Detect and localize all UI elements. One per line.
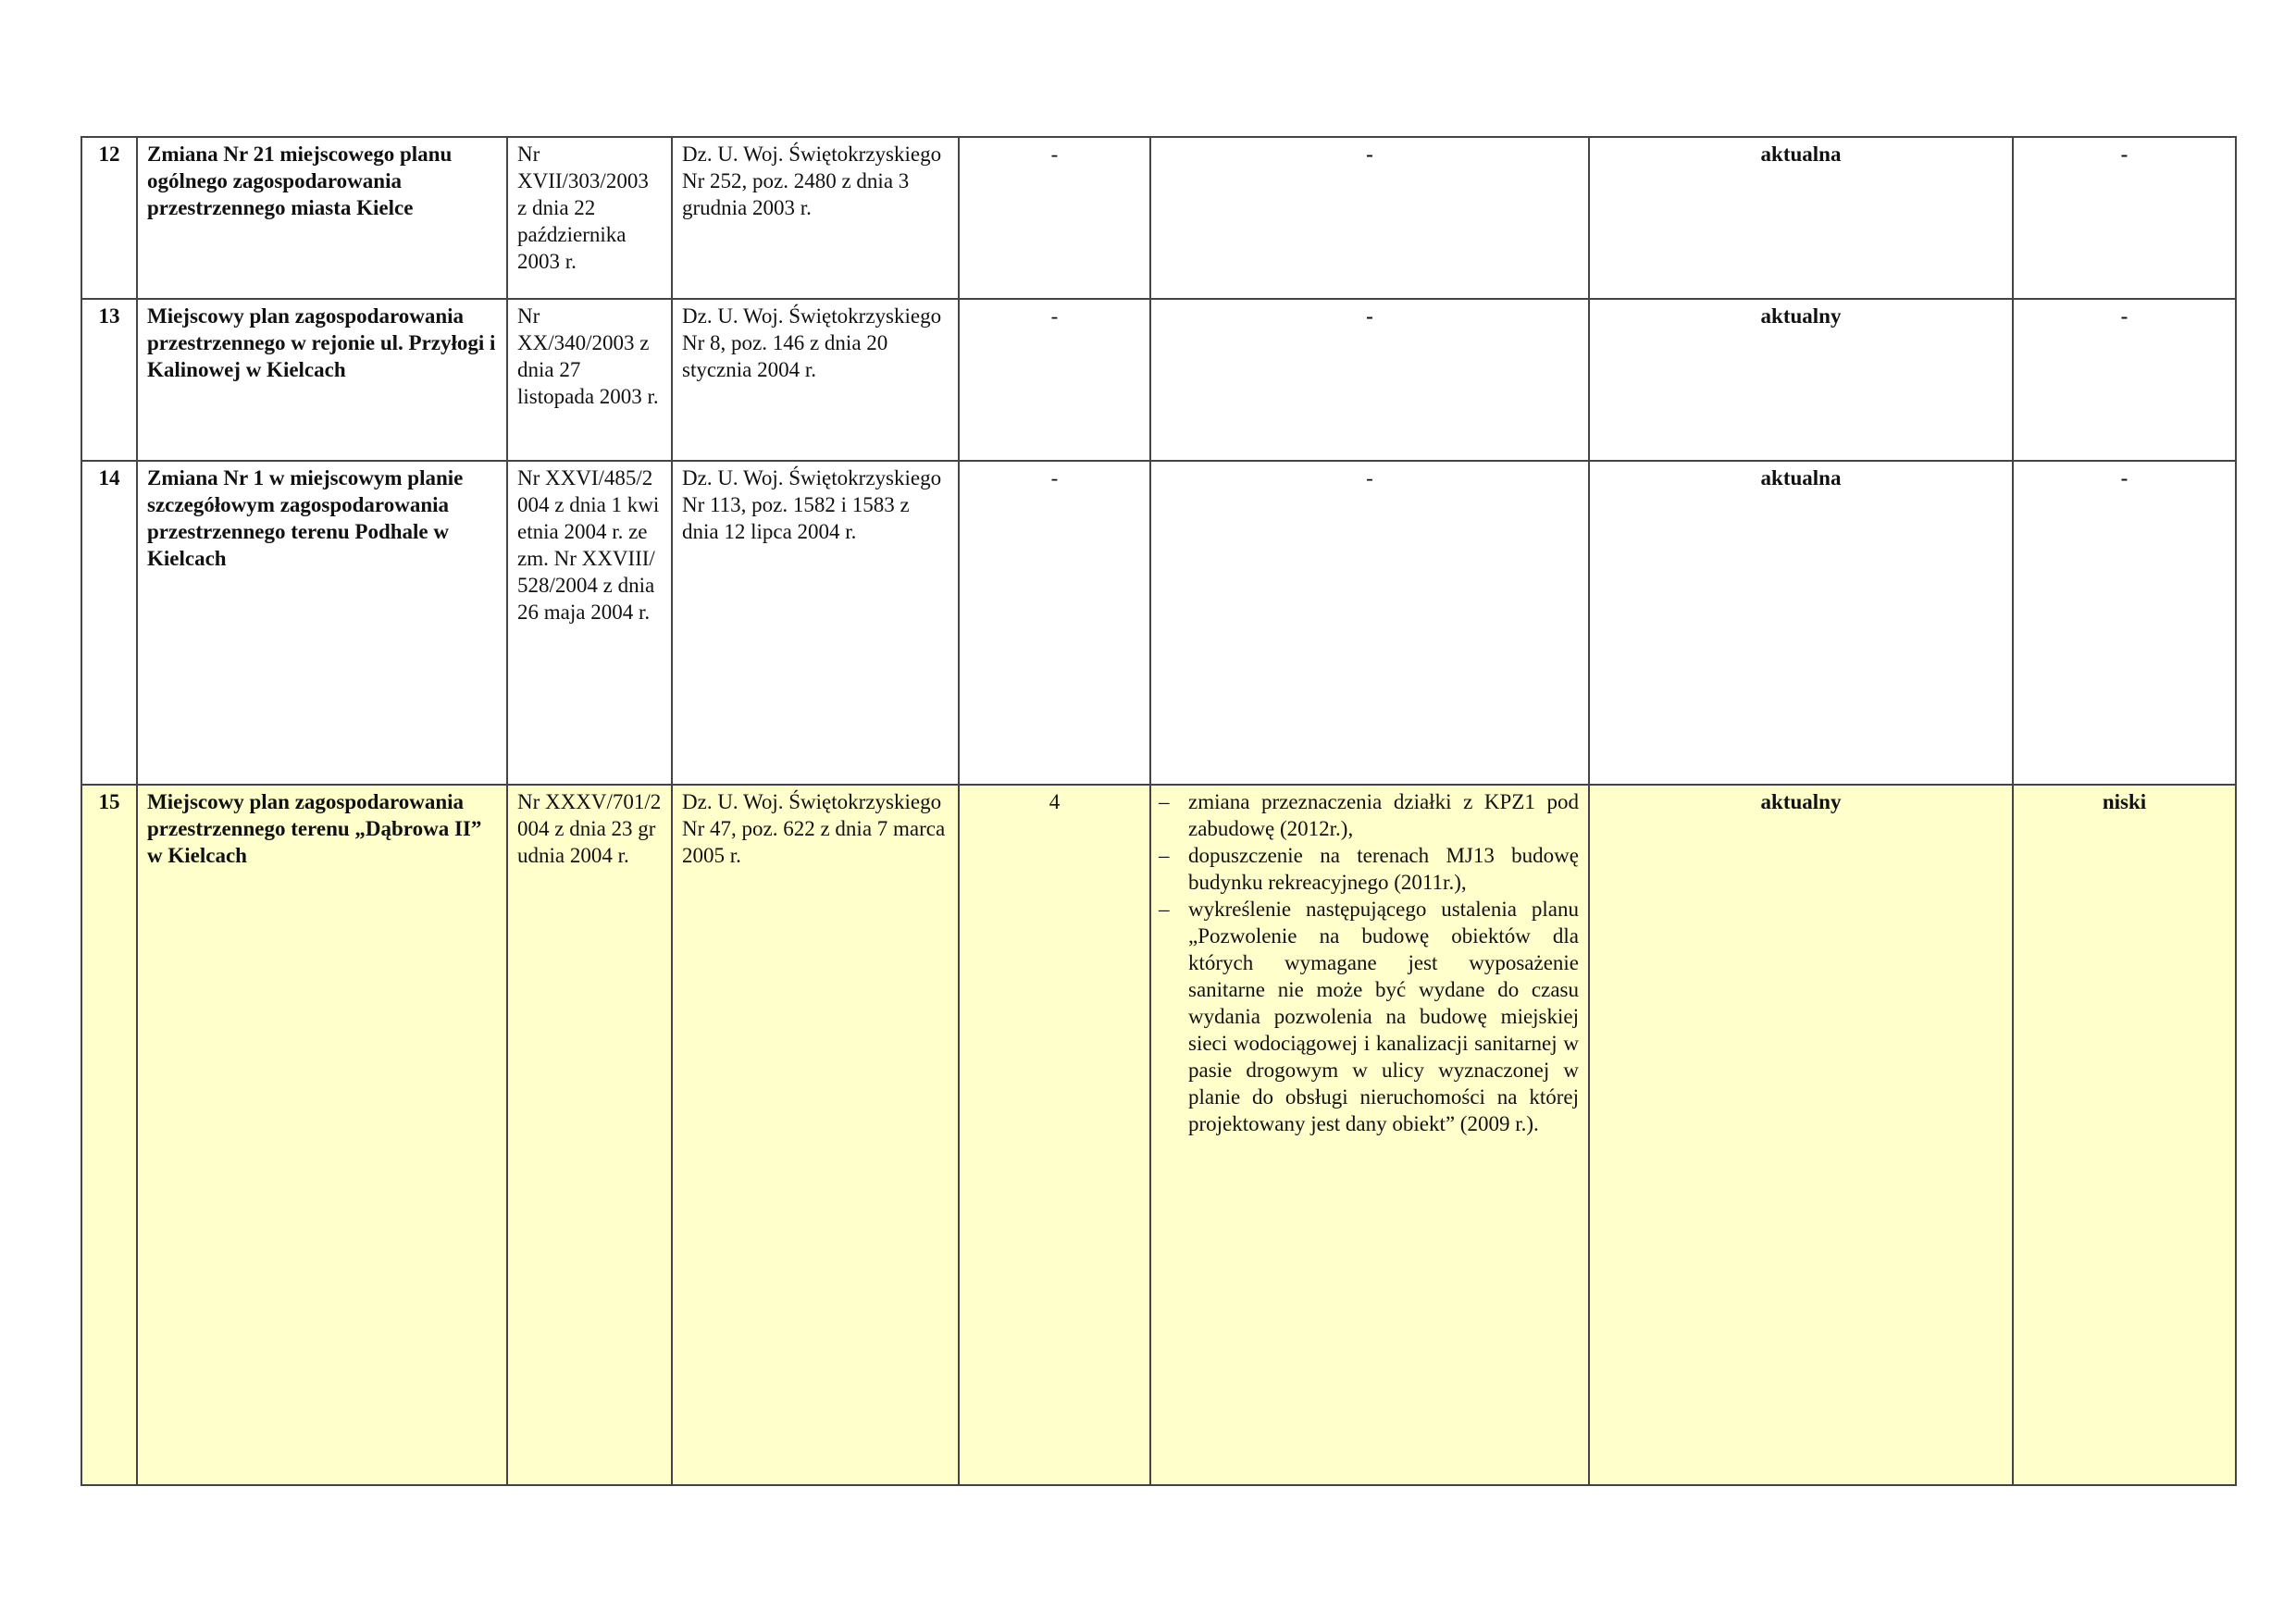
priority-cell: - (2013, 461, 2236, 785)
table-row (81, 461, 2236, 785)
list-item: – zmiana przeznaczenia działki z KPZ1 pod zabudowę (2012r.), (1160, 788, 1579, 842)
journal-cell: Dz. U. Woj. Świętokrzyskiego Nr 113, poz. 1582 i 1583 z dnia 12 lipca 2004 r. (672, 461, 959, 785)
journal-cell: Dz. U. Woj. Świętokrzyskiego Nr 47, poz. 622 z dnia 7 marca 2005 r. (672, 785, 959, 1485)
changes-cell: - (1150, 461, 1589, 785)
plan-name: Miejscowy plan zagospodarowania przestrzennego terenu „Dąbrowa II” w Kielcach (137, 785, 507, 1485)
plans-table (81, 136, 2237, 1486)
priority-cell: niski (2013, 785, 2236, 1485)
status-cell: aktualny (1589, 299, 2013, 461)
resolution-cell: Nr XX/340/2003 z dnia 27 listopada 2003 r. (507, 299, 672, 461)
plan-name: Zmiana Nr 21 miejscowego planu ogólnego zagospodarowania przestrzennego miasta Kielce (137, 137, 507, 299)
table-row (81, 299, 2236, 461)
changes-count-cell: - (959, 137, 1150, 299)
list-item: – wykreślenie następującego ustalenia planu „Pozwolenie na budowę obiektów dla których wymagane jest wyposażenie sanitarne nie może być wydane do czasu wydania pozwolenia na budowę miejskiej sieci wodociągowej i kanalizacji sanitarnej w pasie drogowym w ulicy wyznaczonej w planie do obsługi nieruchomości na której projektowany jest dany obiekt” (2009 r.). (1160, 896, 1579, 1137)
changes-count-cell: - (959, 299, 1150, 461)
resolution-cell: Nr XVII/303/2003 z dnia 22 października 2003 r. (507, 137, 672, 299)
priority-cell: - (2013, 137, 2236, 299)
journal-cell: Dz. U. Woj. Świętokrzyskiego Nr 252, poz. 2480 z dnia 3 grudnia 2003 r. (672, 137, 959, 299)
plan-name: Zmiana Nr 1 w miejscowym planie szczegółowym zagospodarowania przestrzennego terenu Podhale w Kielcach (137, 461, 507, 785)
changes-count-cell: - (959, 461, 1150, 785)
row-number: 14 (81, 461, 137, 785)
table-row-highlighted (81, 785, 2236, 1485)
journal-cell: Dz. U. Woj. Świętokrzyskiego Nr 8, poz. 146 z dnia 20 stycznia 2004 r. (672, 299, 959, 461)
resolution-cell: Nr XXXV/701/2004 z dnia 23 grudnia 2004 r. (507, 785, 672, 1485)
resolution-cell: Nr XXVI/485/2004 z dnia 1 kwietnia 2004 r. ze zm. Nr XXVIII/528/2004 z dnia 26 maja 2004 r. (507, 461, 672, 785)
table-row (81, 137, 2236, 299)
row-number: 12 (81, 137, 137, 299)
changes-count-cell: 4 (959, 785, 1150, 1485)
status-cell: aktualna (1589, 137, 2013, 299)
status-cell: aktualna (1589, 461, 2013, 785)
list-item: – dopuszczenie na terenach MJ13 budowę budynku rekreacyjnego (2011r.), (1160, 842, 1579, 896)
priority-cell: - (2013, 299, 2236, 461)
changes-cell: - (1150, 137, 1589, 299)
plan-name: Miejscowy plan zagospodarowania przestrzennego w rejonie ul. Przyłogi i Kalinowej w Kielcach (137, 299, 507, 461)
status-cell: aktualny (1589, 785, 2013, 1485)
row-number: 13 (81, 299, 137, 461)
changes-cell: - (1150, 299, 1589, 461)
changes-cell (1150, 785, 1589, 1485)
row-number: 15 (81, 785, 137, 1485)
changes-list (1160, 788, 1579, 1137)
